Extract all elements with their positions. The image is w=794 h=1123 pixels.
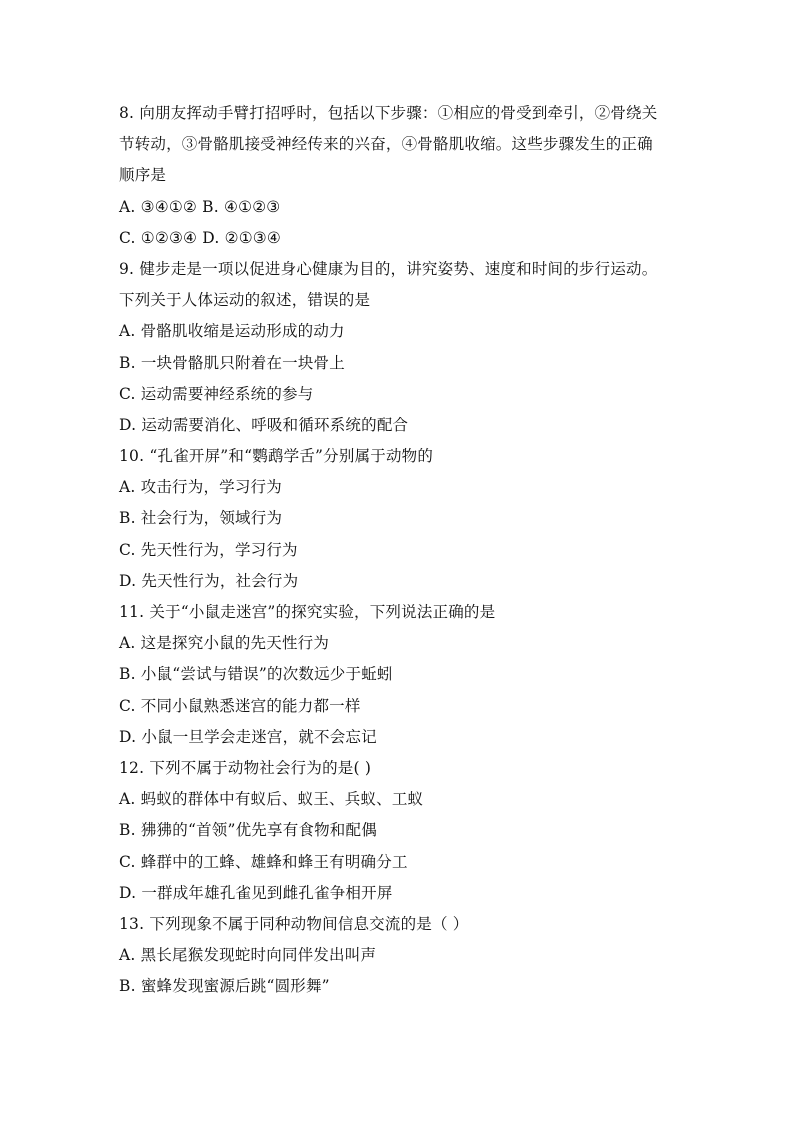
q11-option-a: A. 这是探究小鼠的先天性行为 <box>119 634 330 653</box>
q12-stem: 12. 下列不属于动物社会行为的是( ) <box>119 758 372 777</box>
document-body <box>119 98 689 1002</box>
q8-options-cd: C. ①②③④ D. ②①③④ <box>119 228 281 247</box>
q11-option-d: D. 小鼠一旦学会走迷宫，就不会忘记 <box>119 727 377 746</box>
q9-stem-line-2: 下列关于人体运动的叙述，错误的是 <box>119 291 371 310</box>
q9-option-d: D. 运动需要消化、呼吸和循环系统的配合 <box>119 415 409 434</box>
q9-stem-line-1: 9. 健步走是一项以促进身心健康为目的，讲究姿势、速度和时间的步行运动。 <box>119 259 658 278</box>
q11-option-c: C. 不同小鼠熟悉迷宫的能力都一样 <box>119 696 361 715</box>
q10-option-d: D. 先天性行为，社会行为 <box>119 571 299 590</box>
q10-stem: 10. “孔雀开屏”和“鹦鹉学舌”分别属于动物的 <box>119 447 434 466</box>
q10-option-c: C. 先天性行为，学习行为 <box>119 540 298 559</box>
q9-option-c: C. 运动需要神经系统的参与 <box>119 384 314 403</box>
q10-option-a: A. 攻击行为，学习行为 <box>119 478 282 497</box>
q8-stem-line-1: 8. 向朋友挥动手臂打招呼时，包括以下步骤：①相应的骨受到牵引，②骨绕关 <box>119 104 658 122</box>
q8-stem-line-3: 顺序是 <box>119 166 167 185</box>
q9-option-a: A. 骨骼肌收缩是运动形成的动力 <box>119 322 345 341</box>
q8-options-ab: A. ③④①② B. ④①②③ <box>119 197 281 216</box>
q12-option-a: A. 蚂蚁的群体中有蚁后、蚁王、兵蚁、工蚁 <box>119 790 424 809</box>
q13-stem: 13. 下列现象不属于同种动物间信息交流的是（ ） <box>119 914 469 933</box>
q11-stem: 11. 关于“小鼠走迷宫”的探究实验，下列说法正确的是 <box>119 603 496 621</box>
q9-option-b: B. 一块骨骼肌只附着在一块骨上 <box>119 353 345 372</box>
q8-stem-line-2: 节转动，③骨骼肌接受神经传来的兴奋，④骨骼肌收缩。这些步骤发生的正确 <box>119 135 653 154</box>
q12-option-b: B. 狒狒的“首领”优先享有食物和配偶 <box>119 821 377 840</box>
q11-option-b: B. 小鼠“尝试与错误”的次数远少于蚯蚓 <box>119 665 393 684</box>
q13-option-a: A. 黑长尾猴发现蛇时向同伴发出叫声 <box>119 946 377 965</box>
q10-option-b: B. 社会行为，领域行为 <box>119 509 283 528</box>
q12-option-c: C. 蜂群中的工蜂、雄蜂和蜂王有明确分工 <box>119 852 408 871</box>
q12-option-d: D. 一群成年雄孔雀见到雌孔雀争相开屏 <box>119 883 393 902</box>
q13-option-b: B. 蜜蜂发现蜜源后跳“圆形舞” <box>119 977 330 996</box>
